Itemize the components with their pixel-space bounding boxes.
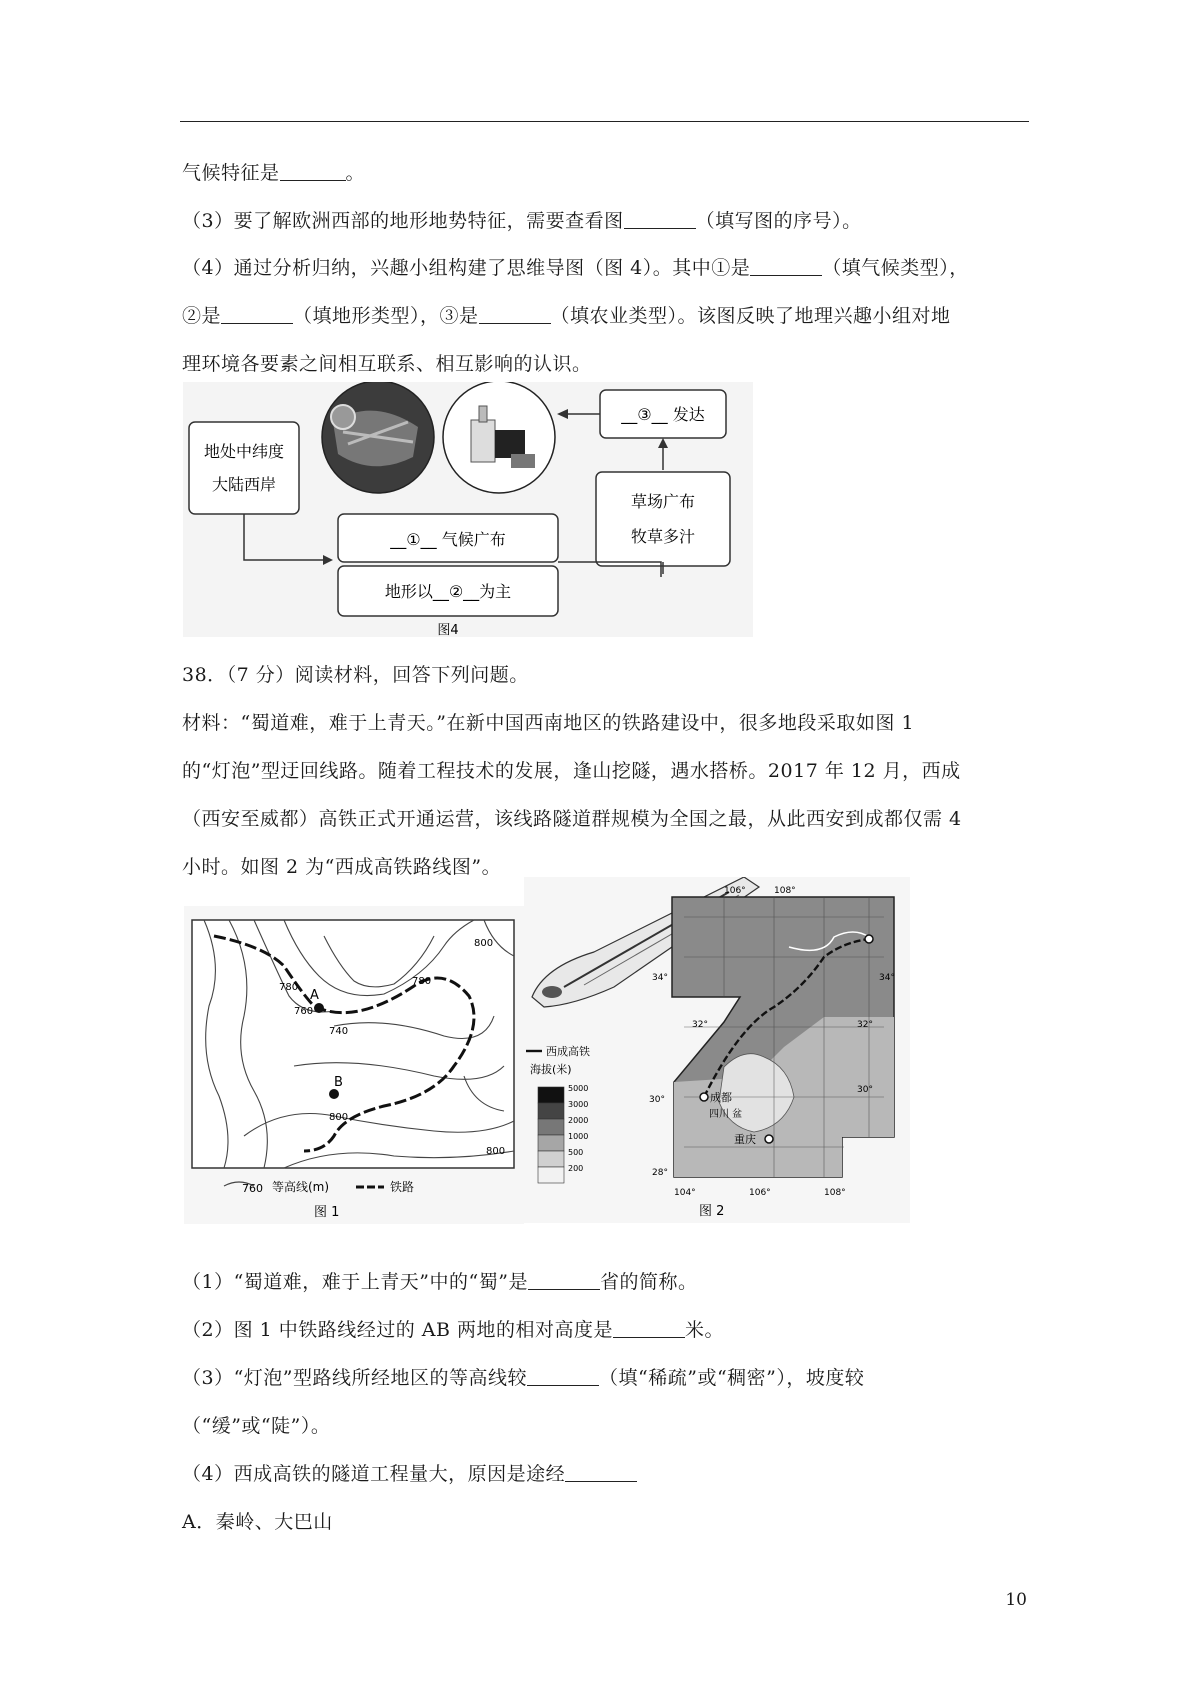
text: 。 — [345, 162, 366, 184]
location-text-2: 大陆西岸 — [211, 475, 277, 494]
answer-blank[interactable] — [613, 1319, 685, 1338]
text: （4）西成高铁的隧道工程量大，原因是途经 — [182, 1463, 566, 1485]
latitude-label: 34° — [652, 973, 668, 983]
terrain-text: 地形以__②__为主 — [384, 582, 512, 601]
answer-blank[interactable] — [479, 305, 551, 324]
elevation-level: 2000 — [568, 1116, 589, 1125]
text: ②是 — [182, 305, 222, 327]
figure-4-caption: 图4 — [437, 623, 459, 637]
legend-elevation-title: 海拔(米) — [530, 1063, 572, 1076]
latitude-label: 32° — [692, 1020, 708, 1030]
option-a[interactable]: A．秦岭、大巴山 — [182, 1511, 333, 1533]
elevation-level: 200 — [568, 1164, 584, 1173]
text: （3）要了解欧洲西部的地形地势特征，需要查看图 — [182, 210, 624, 232]
material-line-4: 小时。如图 2 为“西成高铁路线图”。 — [182, 856, 502, 878]
question-4b-line — [182, 1459, 637, 1486]
text: （填气候类型）， — [822, 257, 969, 279]
text: （填农业类型）。该图反映了地理兴趣小组对地 — [550, 305, 951, 327]
elevation-level: 3000 — [568, 1100, 589, 1109]
longitude-label: 106° — [724, 886, 746, 896]
location-text-1: 地处中纬度 — [203, 442, 285, 461]
contour-label: 800 — [329, 1112, 349, 1123]
header-rule — [180, 121, 1029, 122]
latitude-label: 34° — [879, 973, 895, 983]
point-b-label: B — [334, 1075, 343, 1090]
elevation-level: 500 — [568, 1148, 584, 1157]
point-a-marker — [314, 1003, 324, 1013]
question-4-line-a — [182, 253, 969, 280]
question-2-line — [182, 1315, 724, 1342]
longitude-label: 104° — [674, 1188, 696, 1198]
legend-rail-label: 西成高铁 — [546, 1045, 590, 1058]
material-line-3: （西安至威都）高铁正式开通运营，该线路隧道群规模为全国之最，从此西安到成都仅需 4 — [182, 808, 962, 830]
text: （1）“蜀道难，难于上青天”中的“蜀”是 — [182, 1271, 528, 1293]
text: （填写图的序号）。 — [695, 210, 862, 232]
legend-contour-value: 760 — [242, 1182, 263, 1195]
question-4-line-c: 理环境各要素之间相互联系、相互影响的认识。 — [182, 353, 592, 375]
text: （3）“灯泡”型路线所经地区的等高线较 — [182, 1367, 528, 1389]
answer-blank[interactable] — [565, 1463, 637, 1482]
elevation-legend — [538, 1087, 564, 1183]
elevation-level: 1000 — [568, 1132, 589, 1141]
location-box — [189, 422, 299, 514]
chongqing-marker — [765, 1135, 773, 1143]
contour-label: 760 — [294, 1006, 314, 1017]
chengdu-marker — [700, 1093, 708, 1101]
longitude-label: 106° — [749, 1188, 771, 1198]
text: 气候特征是 — [182, 162, 280, 184]
legend-contour-label: 等高线(m) — [272, 1180, 330, 1194]
page-number: 10 — [1005, 1590, 1027, 1610]
answer-blank[interactable] — [221, 305, 293, 324]
text: （4）通过分析归纳，兴趣小组构建了思维导图（图 4）。其中①是 — [182, 257, 751, 279]
point-a-label: A — [310, 988, 319, 1003]
contour-label: 780 — [279, 982, 299, 993]
text: 省的简称。 — [599, 1271, 698, 1293]
grassland-box — [596, 472, 730, 566]
longitude-label: 108° — [774, 886, 796, 896]
text: （填“稀疏”或“稠密”），坡度较 — [599, 1367, 865, 1389]
chengdu-label: 成都 — [710, 1091, 732, 1104]
chongqing-label: 重庆 — [734, 1133, 756, 1146]
contour-label: 780 — [412, 976, 432, 987]
material-line-1: 材料：“蜀道难，难于上青天。”在新中国西南地区的铁路建设中，很多地段采取如图 1 — [182, 712, 915, 734]
answer-blank[interactable] — [527, 1367, 599, 1386]
latitude-label: 30° — [857, 1085, 873, 1095]
question-3-line — [182, 206, 862, 233]
question-3b-line — [182, 1363, 864, 1390]
climate-feature-line — [182, 158, 365, 185]
grassland-text-2: 牧草多汁 — [630, 527, 696, 546]
latitude-label: 32° — [857, 1020, 873, 1030]
contour-label: 800 — [474, 938, 494, 949]
elevation-level: 5000 — [568, 1084, 589, 1093]
latitude-label: 28° — [652, 1168, 668, 1178]
question-1-line — [182, 1267, 697, 1294]
answer-blank[interactable] — [750, 257, 822, 276]
question-3b-line-2: （“缓”或“陡”）。 — [182, 1415, 331, 1437]
point-b-marker — [329, 1089, 339, 1099]
figure-2-railway-map — [524, 877, 910, 1223]
figure-1-caption: 图 1 — [314, 1205, 340, 1220]
contour-label: 800 — [486, 1146, 506, 1157]
climate-text: __①__ 气候广布 — [390, 530, 506, 549]
latitude-label: 30° — [649, 1095, 665, 1105]
answer-blank[interactable] — [280, 162, 346, 181]
material-line-2: 的“灯泡”型迂回线路。随着工程技术的发展，逢山挖隧，遇水搭桥。2017 年 12 月，西成 — [182, 760, 961, 782]
legend-rail-label: 铁路 — [390, 1180, 415, 1194]
text: 米。 — [685, 1319, 725, 1341]
agriculture-text: __③__ 发达 — [621, 405, 705, 424]
answer-blank[interactable] — [528, 1271, 600, 1290]
figure-2-caption: 图 2 — [699, 1204, 725, 1219]
contour-label: 740 — [329, 1026, 349, 1037]
grassland-text-1: 草场广布 — [630, 492, 696, 511]
text: （填地形类型），③是 — [293, 305, 479, 327]
answer-blank[interactable] — [624, 210, 696, 229]
figure-4-mind-map — [183, 382, 753, 637]
question-38-title: 38．（7 分）阅读材料，回答下列问题。 — [182, 664, 529, 686]
question-4-line-b — [182, 301, 951, 328]
longitude-label: 108° — [824, 1188, 846, 1198]
figure-1-contour-map — [184, 906, 524, 1224]
text: （2）图 1 中铁路线经过的 AB 两地的相对高度是 — [182, 1319, 614, 1341]
sichuan-basin-label: 四川 盆 — [709, 1109, 743, 1120]
